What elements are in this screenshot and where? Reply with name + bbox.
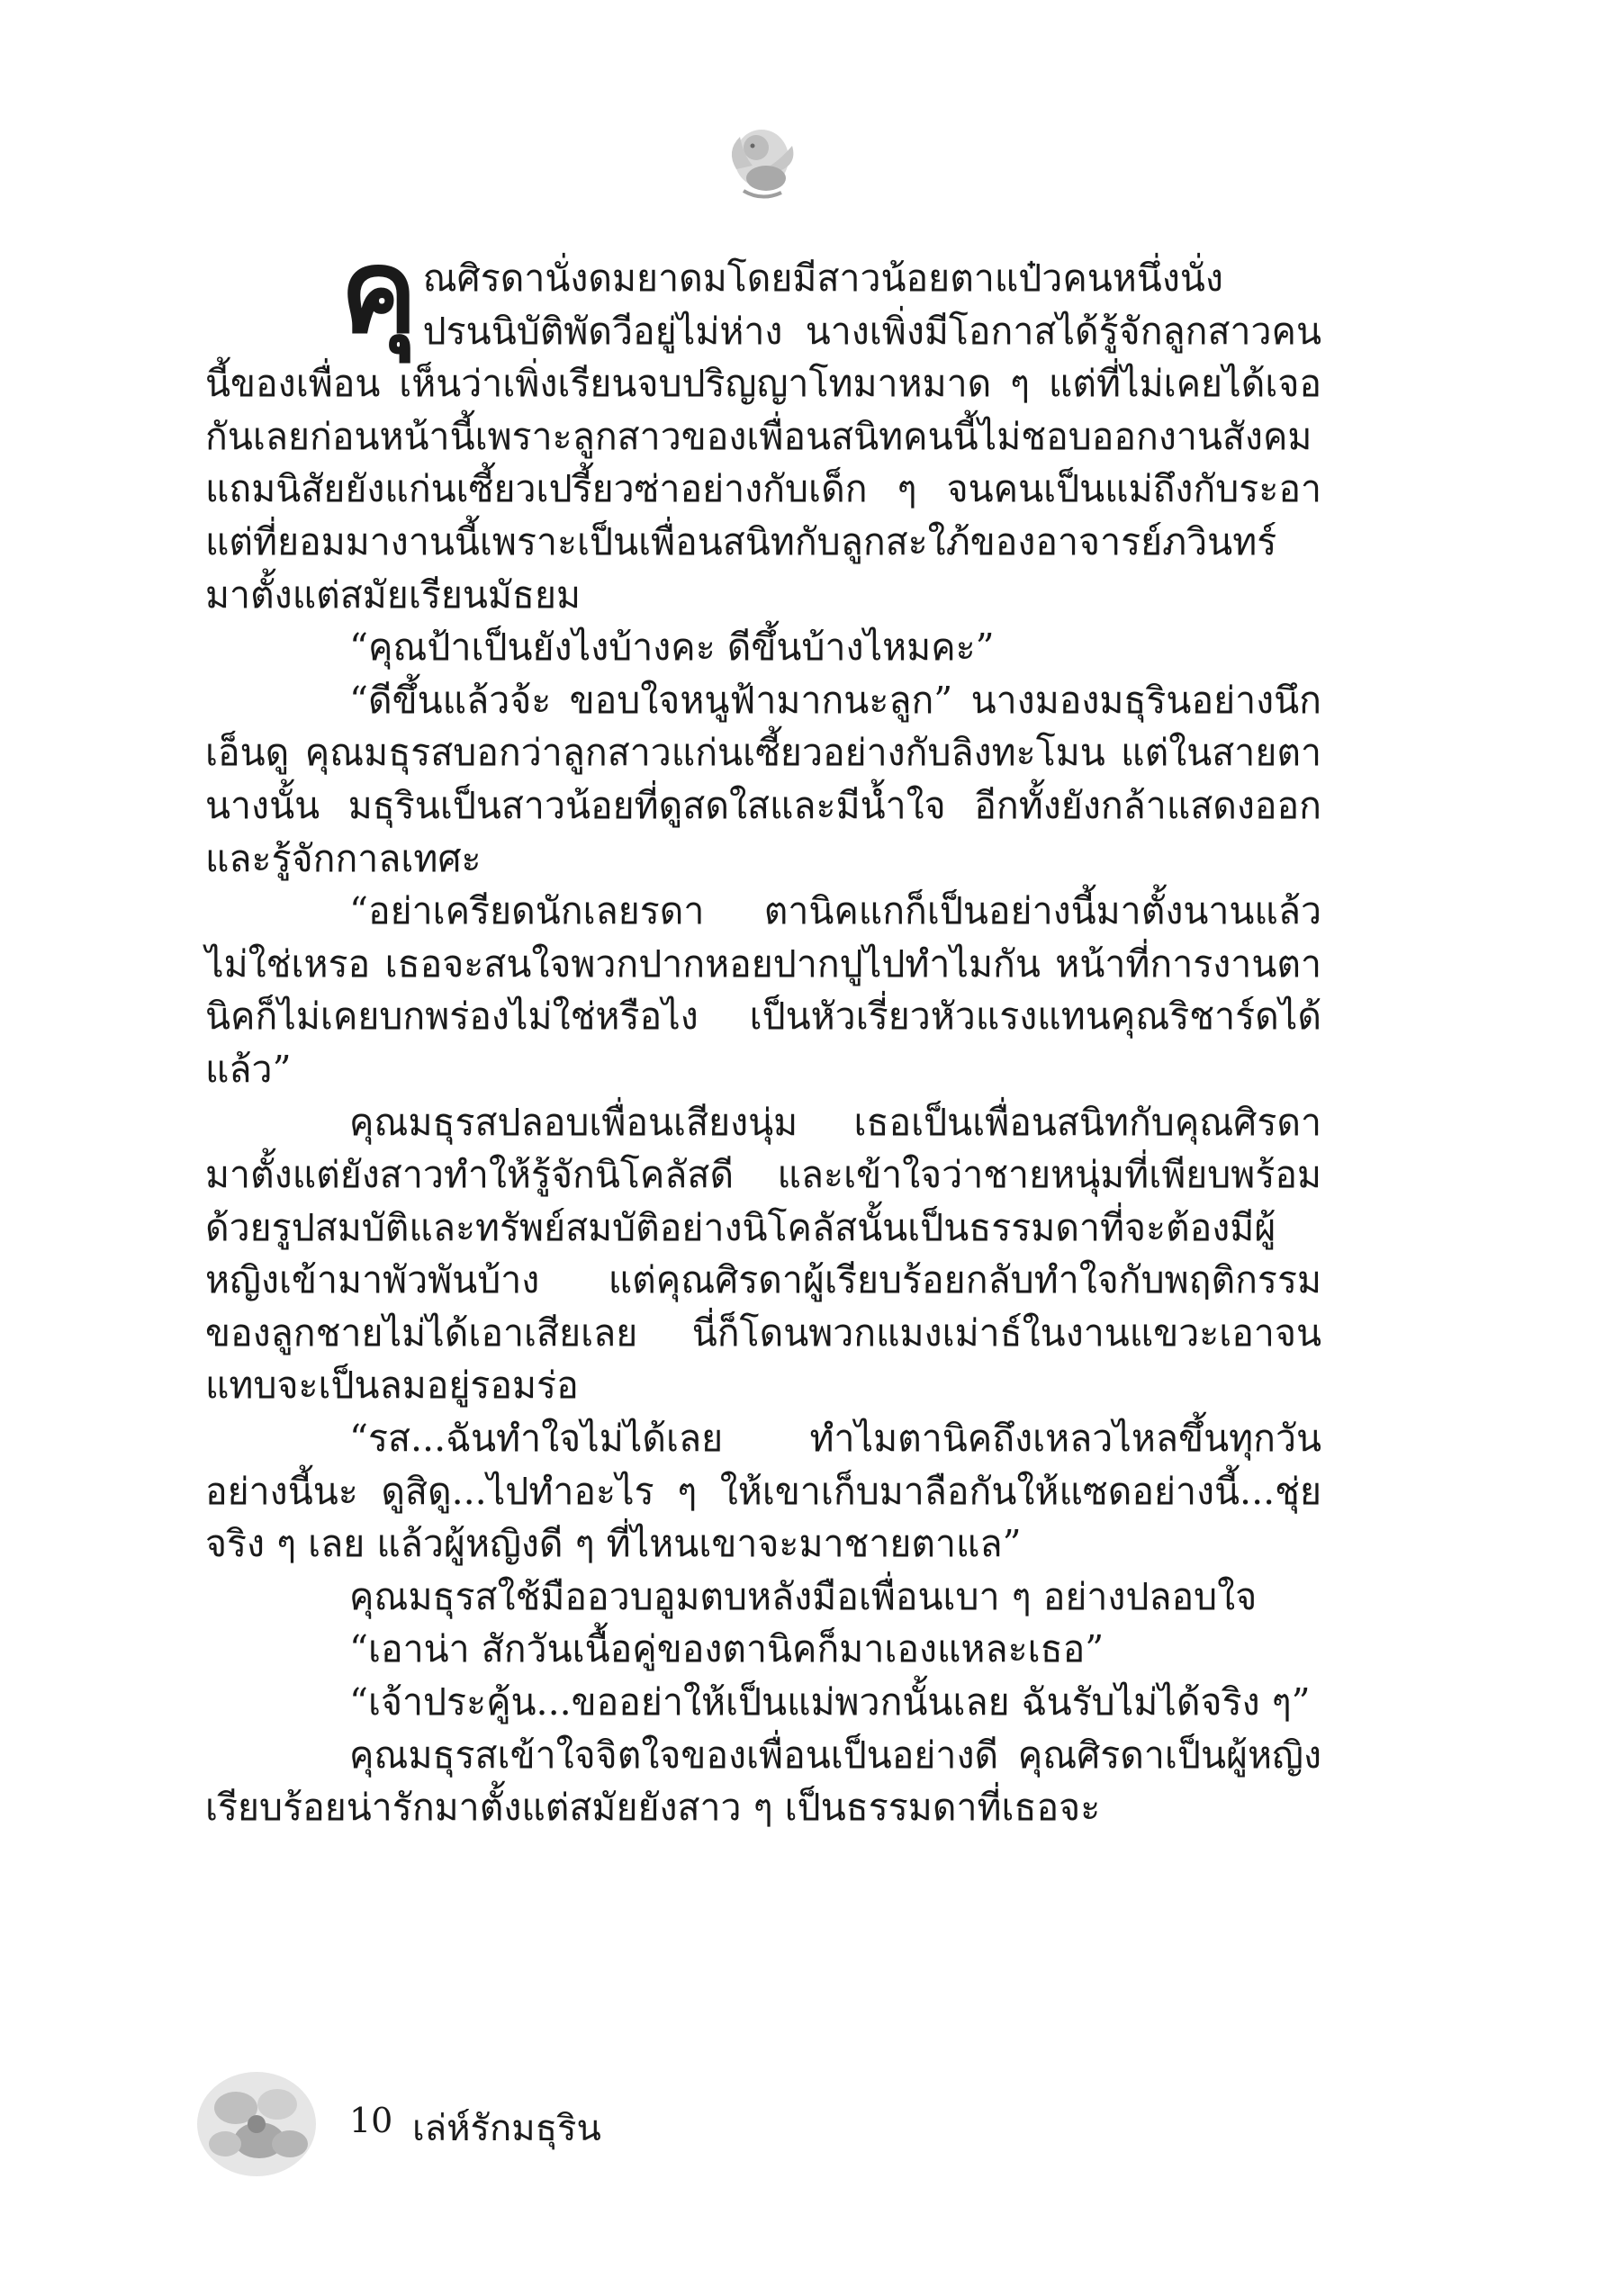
body-text bbox=[205, 224, 1321, 1834]
cherub-ornament bbox=[717, 115, 803, 205]
flower-ornament bbox=[189, 2061, 324, 2187]
paragraph-8: “เอาน่า สักวันเนื้อคู่ของตานิคก็มาเองแหละเธอ” bbox=[349, 1627, 1105, 1671]
paragraph-10: คุณมธุรสเข้าใจจิตใจของเพื่อนเป็นอย่างดี คุณศิรดาเป็นผู้หญิงเรียบร้อยน่ารักมาตั้งแต่สมัยยังสาว ๆ เป็นธรรมดาที่เธอจะ bbox=[205, 1733, 1321, 1830]
paragraph-1 bbox=[205, 224, 1321, 621]
paragraph-7: คุณมธุรสใช้มืออวบอูมตบหลังมือเพื่อนเบา ๆ อย่างปลอบใจ bbox=[349, 1574, 1258, 1618]
paragraph-5: คุณมธุรสปลอบเพื่อนเสียงนุ่ม เธอเป็นเพื่อนสนิทกับคุณศิรดามาตั้งแต่ยังสาวทำให้รู้จักนิโคลัสดี และเข้าใจว่าชายหนุ่มที่เพียบพร้อมด้วยรูปสมบัติและทรัพย์สมบัติอย่างนิโคลัสนั้นเป็นธรรมดาที่จะต้องมีผู้หญิงเข้ามาพัวพันบ้าง แต่คุณศิรดาผู้เรียบร้อยกลับทำใจกับพฤติกรรมของลูกชายไม่ได้เอาเสียเลย นี่ก็โดนพวกแมงเม่าธ์ในงานแขวะเอาจนแทบจะเป็นลมอยู่รอมร่อ bbox=[205, 1100, 1321, 1408]
paragraph-6: “รส...ฉันทำใจไม่ได้เลย ทำไมตานิคถึงเหลวไหลขึ้นทุกวันอย่างนี้นะ ดูสิดู...ไปทำอะไร ๆ ให้เขาเก็บมาลือกันให้แซดอย่างนี้...ชุ่ยจริง ๆ เลย แล้วผู้หญิงดี ๆ ที่ไหนเขาจะมาชายตาแล” bbox=[205, 1417, 1321, 1566]
running-title: เล่ห์รักมธุริน bbox=[412, 2108, 601, 2149]
paragraph-3: “ดีขึ้นแล้วจ้ะ ขอบใจหนูฟ้ามากนะลูก” นางมองมธุรินอย่างนึกเอ็นดู คุณมธุรสบอกว่าลูกสาวแก่นเซี้ยวอย่างกับลิงทะโมน แต่ในสายตานางนั้น มธุรินเป็นสาวน้อยที่ดูสดใสและมีน้ำใจ อีกทั้งยังกล้าแสดงออกและรู้จักกาลเทศะ bbox=[205, 678, 1321, 880]
page-footer bbox=[189, 2061, 819, 2187]
paragraph-2: “คุณป้าเป็นยังไงบ้างคะ ดีขึ้นบ้างไหมคะ” bbox=[349, 626, 995, 670]
drop-cap: คุ bbox=[340, 224, 418, 359]
paragraph-9: “เจ้าประคู้น...ขออย่าให้เป็นแม่พวกนั้นเลย ฉันรับไม่ได้จริง ๆ” bbox=[349, 1680, 1311, 1724]
paragraph-4: “อย่าเครียดนักเลยรดา ตานิคแกก็เป็นอย่างนี้มาตั้งนานแล้วไม่ใช่เหรอ เธอจะสนใจพวกปากหอยปากปูไปทำไมกัน หน้าที่การงานตานิคก็ไม่เคยบกพร่องไม่ใช่หรือไง เป็นหัวเรี่ยวหัวแรงแทนคุณริชาร์ดได้แล้ว” bbox=[205, 889, 1321, 1091]
paragraph-1-text: ณศิรดานั่งดมยาดมโดยมีสาวน้อยตาแป๋วคนหนึ่งนั่งปรนนิบัติพัดวีอยู่ไม่ห่าง นางเพิ่งมีโอกาสได้รู้จักลูกสาวคนนี้ของเพื่อน เห็นว่าเพิ่งเรียนจบปริญญาโทมาหมาด ๆ แต่ที่ไม่เคยได้เจอกันเลยก่อนหน้านี้เพราะลูกสาวของเพื่อนสนิทคนนี้ไม่ชอบออกงานสังคม แถมนิสัยยังแก่นเซี้ยวเปรี้ยวซ่าอย่างกับเด็ก ๆ จนคนเป็นแม่ถึงกับระอา แต่ที่ยอมมางานนี้เพราะเป็นเพื่อนสนิทกับลูกสะใภ้ของอาจารย์ภวินทร์มาตั้งแต่สมัยเรียนมัธยม bbox=[205, 257, 1321, 617]
page-number: 10 bbox=[349, 2101, 393, 2140]
